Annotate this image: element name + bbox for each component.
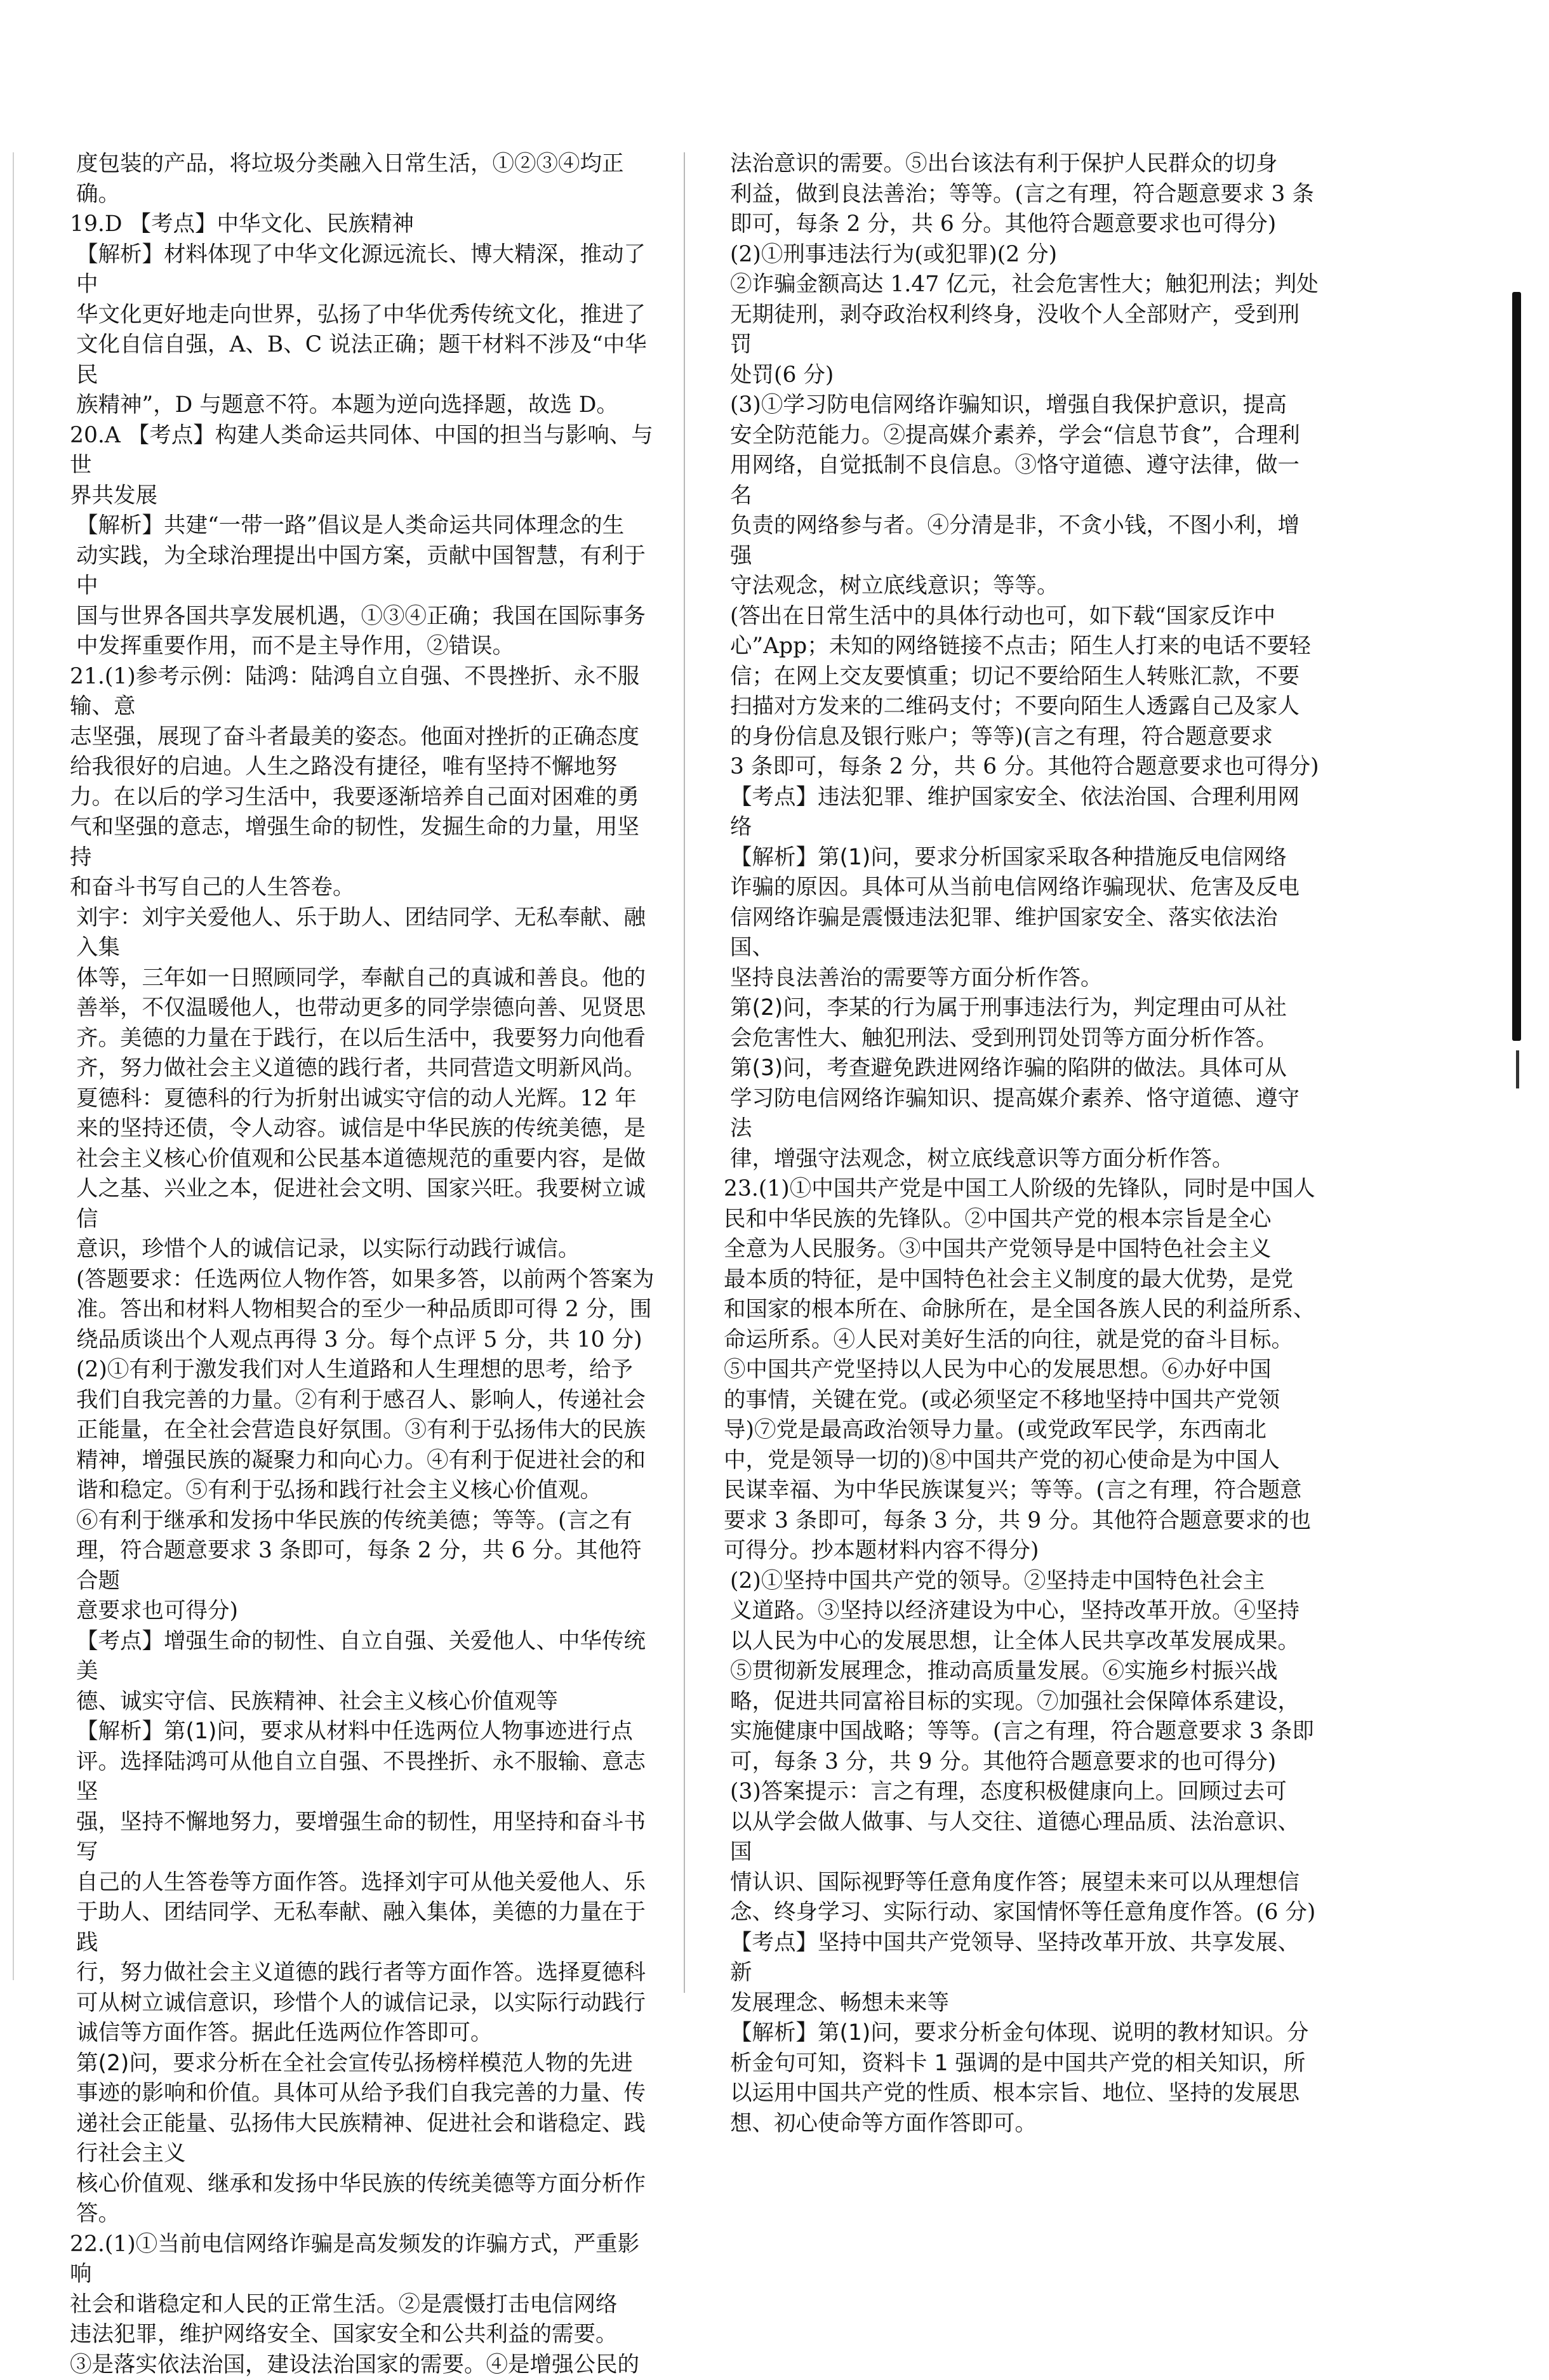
q22-part1: 22.(1)①当前电信网络诈骗是高发频发的诈骗方式，严重影响 社会和谐稳定和人民的正常生活。②是震慑打击电信网络 违法犯罪，维护网络安全、国家安全和公共利益的需要。 ③是落实依法治国，建设法治国家的需要。④是增强公民的	[70, 2230, 660, 2380]
q22-part3: (3)①学习防电信网络诈骗知识，增强自我保护意识，提高 安全防范能力。②提高媒介素养，学会“信息节食”，合理利 用网络，自觉抵制不良信息。③恪守道德、遵守法律，做一名 负责的网络参与者。④分清是非，不贪小钱，不图小利，增强 守法观念，树立底线意识；等等。	[724, 390, 1320, 602]
q22-kaodian: 【考点】违法犯罪、维护国家安全、依法治国、合理利用网络	[724, 783, 1320, 843]
q22-jiexi-part1: 【解析】第(1)问，要求分析国家采取各种措施反电信网络 诈骗的原因。具体可从当前电信网络诈骗现状、危害及反电 信网络诈骗是震慑违法犯罪、维护国家安全、落实依法治国、 坚持良法善治的需要等方面分析作答。	[724, 843, 1320, 994]
q22-jiexi-part2: 第(2)问，李某的行为属于刑事违法行为，判定理由可从社 会危害性大、触犯刑法、受到刑罚处罚等方面分析作答。	[724, 993, 1320, 1054]
q21-part1-xiadeke: 夏德科：夏德科的行为折射出诚实守信的动人光辉。12 年 来的坚持还债，令人动容。诚信是中华民族的传统美德，是 社会主义核心价值观和公民基本道德规范的重要内容，是做 人之基、兴业之本，促进社会文明、国家兴旺。我要树立诚信 意识，珍惜个人的诚信记录，以实际行动践行诚信。	[70, 1084, 660, 1265]
q22-note: (答出在日常生活中的具体行动也可，如下载“国家反诈中 心”App；未知的网络链接不点击；陌生人打来的电话不要轻 信；在网上交友要慎重；切记不要给陌生人转账汇款，不要 扫描对方发来的二维码支付；不要向陌生人透露自己及家人 的身份信息及银行账户；等等)(言之有理，符合题意要求 3 条即可，每条 2 分，共 6 分。其他符合题意要求也可得分)	[724, 602, 1320, 783]
left-column	[70, 149, 660, 2380]
intro-text: 度包装的产品，将垃圾分类融入日常生活，①②③④均正确。	[70, 149, 660, 209]
q22-part2: (2)①刑事违法行为(或犯罪)(2 分) ②诈骗金额高达 1.47 亿元，社会危害性大；触犯刑法；判处 无期徒刑，剥夺政治权利终身，没收个人全部财产，受到刑罚 处罚(6 分)	[724, 240, 1320, 391]
q21-part2: (2)①有利于激发我们对人生道路和人生理想的思考，给予 我们自我完善的力量。②有利于感召人、影响人，传递社会 正能量，在全社会营造良好氛围。③有利于弘扬伟大的民族 精神，增强民族的凝聚力和向心力。④有利于促进社会的和 谐和稳定。⑤有利于弘扬和践行社会主义核心价值观。 ⑥有利于继承和发扬中华民族的传统美德；等等。(言之有 理，符合题意要求 3 条即可，每条 2 分，共 6 分。其他符合题 意要求也可得分)	[70, 1355, 660, 1627]
q21-jiexi-part2: 第(2)问，要求分析在全社会宣传弘扬榜样模范人物的先进 事迹的影响和价值。具体可从给予我们自我完善的力量、传 递社会正能量、弘扬伟大民族精神、促进社会和谐稳定、践行社会主义 核心价值观、继承和发扬中华民族的传统美德等方面分析作 答。	[70, 2049, 660, 2230]
q23-kaodian: 【考点】坚持中国共产党领导、坚持改革开放、共享发展、新 发展理念、畅想未来等	[724, 1928, 1320, 2019]
q20-analysis: 【解析】共建“一带一路”倡议是人类命运共同体理念的生 动实践，为全球治理提出中国方案，贡献中国智慧，有利于中 国与世界各国共享发展机遇，①③④正确；我国在国际事务 中发挥重要作用，而不是主导作用，②错误。	[70, 511, 660, 662]
q23-part1: 23.(1)①中国共产党是中国工人阶级的先锋队，同时是中国人 民和中华民族的先锋队。②中国共产党的根本宗旨是全心 全意为人民服务。③中国共产党领导是中国特色社会主义 最本质的特征，是中国特色社会主义制度的最大优势，是党 和国家的根本所在、命脉所在，是全国各族人民的利益所系、 命运所系。④人民对美好生活的向往，就是党的奋斗目标。 ⑤中国共产党坚持以人民为中心的发展思想。⑥办好中国 的事情，关键在党。(或必须坚定不移地坚持中国共产党领 导)⑦党是最高政治领导力量。(或党政军民学，东西南北 中，党是领导一切的)⑧中国共产党的初心使命是为中国人 民谋幸福、为中华民族谋复兴；等等。(言之有理，符合题意 要求 3 条即可，每条 3 分，共 9 分。其他符合题意要求的也 可得分。抄本题材料内容不得分)	[724, 1174, 1320, 1566]
q21-jiexi-part1: 【解析】第(1)问，要求从材料中任选两位人物事迹进行点 评。选择陆鸿可从他自立自强、不畏挫折、永不服输、意志坚 强，坚持不懈地努力，要增强生命的韧性，用坚持和奋斗书写 自己的人生答卷等方面作答。选择刘宇可从他关爱他人、乐 于助人、团结同学、无私奉献、融入集体，美德的力量在于践 行，努力做社会主义道德的践行者等方面作答。选择夏德科 可从树立诚信意识，珍惜个人的诚信记录，以实际行动践行 诚信等方面作答。据此任选两位作答即可。	[70, 1717, 660, 2049]
right-column	[724, 149, 1320, 2139]
binding-edge-mark-small	[1516, 1050, 1519, 1088]
q20-head: 20.A 【考点】构建人类命运共同体、中国的担当与影响、与世 界共发展	[70, 421, 660, 512]
q21-part1-luhong: 21.(1)参考示例：陆鸿：陆鸿自立自强、不畏挫折、永不服输、意 志坚强，展现了奋斗者最美的姿态。他面对挫折的正确态度 给我很好的启迪。人生之路没有捷径，唯有坚持不懈地努 力。在以后的学习生活中，我要逐渐培养自己面对困难的勇 气和坚强的意志，增强生命的韧性，发掘生命的力量，用坚持 和奋斗书写自己的人生答卷。	[70, 662, 660, 903]
q21-scoring-note: (答题要求：任选两位人物作答，如果多答，以前两个答案为 准。答出和材料人物相契合的至少一种品质即可得 2 分，围 绕品质谈出个人观点再得 3 分。每个点评 5 分，共 10 分)	[70, 1265, 660, 1356]
binding-edge-mark	[1512, 292, 1521, 1041]
q23-part3: (3)答案提示：言之有理，态度积极健康向上。回顾过去可 以从学会做人做事、与人交往、道德心理品质、法治意识、国 情认识、国际视野等任意角度作答；展望未来可以从理想信 念、终身学习、实际行动、家国情怀等任意角度作答。(6 分)	[724, 1777, 1320, 1928]
q21-part1-liuyu: 刘宇：刘宇关爱他人、乐于助人、团结同学、无私奉献、融入集 体等，三年如一日照顾同学，奉献自己的真诚和善良。他的 善举，不仅温暖他人，也带动更多的同学崇德向善、见贤思 齐。美德的力量在于践行，在以后生活中，我要努力向他看 齐，努力做社会主义道德的践行者，共同营造文明新风尚。	[70, 903, 660, 1084]
q21-kaodian: 【考点】增强生命的韧性、自立自强、关爱他人、中华传统美 德、诚实守信、民族精神、社会主义核心价值观等	[70, 1627, 660, 1717]
q22-part1-continued: 法治意识的需要。⑤出台该法有利于保护人民群众的切身 利益，做到良法善治；等等。(言之有理，符合题意要求 3 条 即可，每条 2 分，共 6 分。其他符合题意要求也可得分)	[724, 149, 1320, 240]
q19-head: 19.D 【考点】中华文化、民族精神	[70, 209, 660, 240]
q23-jiexi: 【解析】第(1)问，要求分析金句体现、说明的教材知识。分 析金句可知，资料卡 1 强调的是中国共产党的相关知识，所 以运用中国共产党的性质、根本宗旨、地位、坚持的发展思 想、初心使命等方面作答即可。	[724, 2018, 1320, 2139]
q23-part2: (2)①坚持中国共产党的领导。②坚持走中国特色社会主 义道路。③坚持以经济建设为中心，坚持改革开放。④坚持 以人民为中心的发展思想，让全体人民共享改革发展成果。 ⑤贯彻新发展理念，推动高质量发展。⑥实施乡村振兴战 略，促进共同富裕目标的实现。⑦加强社会保障体系建设， 实施健康中国战略；等等。(言之有理，符合题意要求 3 条即 可，每条 3 分，共 9 分。其他符合题意要求的也可得分)	[724, 1566, 1320, 1778]
q19-analysis: 【解析】材料体现了中华文化源远流长、博大精深，推动了中 华文化更好地走向世界，弘扬了中华优秀传统文化，推进了 文化自信自强，A、B、C 说法正确；题干材料不涉及“中华民 族精神”，D 与题意不符。本题为逆向选择题，故选 D。	[70, 240, 660, 421]
column-divider	[684, 152, 685, 1993]
q22-jiexi-part3: 第(3)问，考查避免跌进网络诈骗的陷阱的做法。具体可从 学习防电信网络诈骗知识、提高媒介素养、恪守道德、遵守法 律，增强守法观念，树立底线意识等方面分析作答。	[724, 1054, 1320, 1174]
left-margin-rule	[13, 152, 14, 1980]
